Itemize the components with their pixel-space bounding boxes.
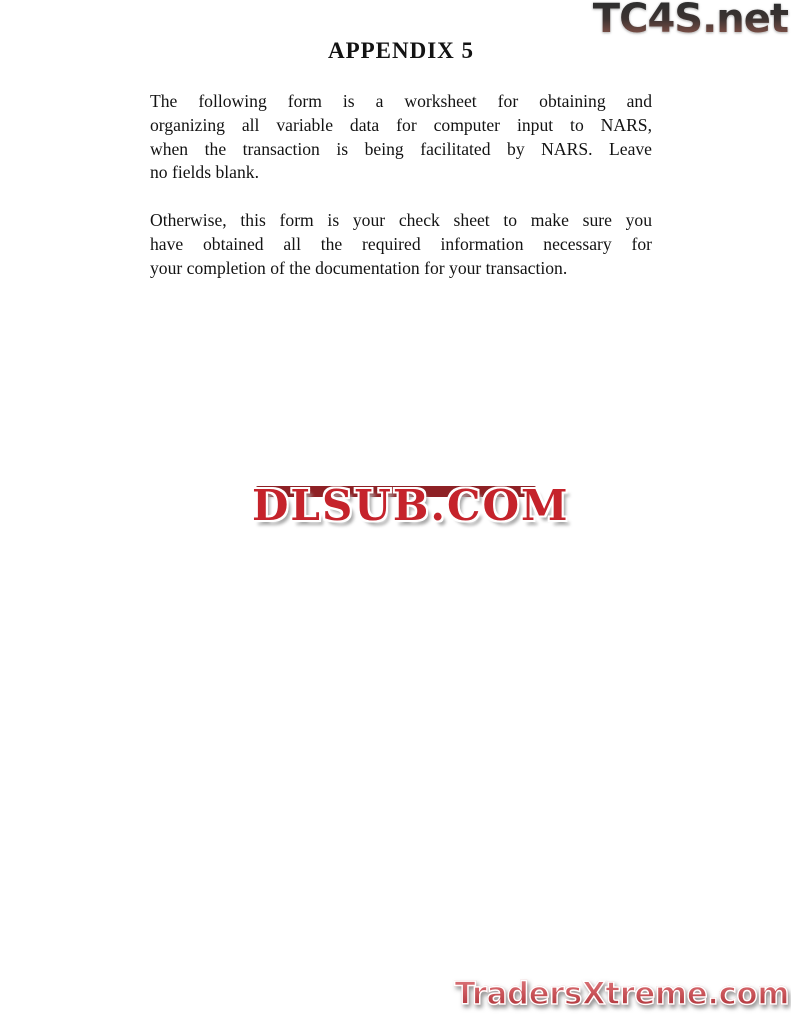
page-title: APPENDIX 5 (327, 38, 475, 63)
paragraph-1 (150, 90, 652, 185)
text-line: organizing all variable data for computer input to NARS, (150, 114, 652, 135)
text-line: The following form is a worksheet for obtaining and (150, 91, 652, 111)
tradersxtreme-watermark: TradersXtreme.com (454, 976, 789, 1012)
dlsub-watermark-text: DLSUB.COM (252, 481, 570, 530)
body-text (150, 90, 652, 280)
tc4s-watermark: TC4S.net (593, 0, 788, 42)
text-line: your completion of the documentation for your transaction. (150, 257, 568, 278)
dlsub-watermark (252, 480, 570, 538)
text-line: no fields blank. (150, 162, 259, 183)
text-line: have obtained all the required information necessary for (150, 233, 652, 254)
text-line: Otherwise, this form is your check sheet to make sure you (150, 209, 652, 230)
paragraph-2 (150, 209, 652, 280)
text-line: when the transaction is being facilitated by NARS. Leave (150, 138, 652, 159)
